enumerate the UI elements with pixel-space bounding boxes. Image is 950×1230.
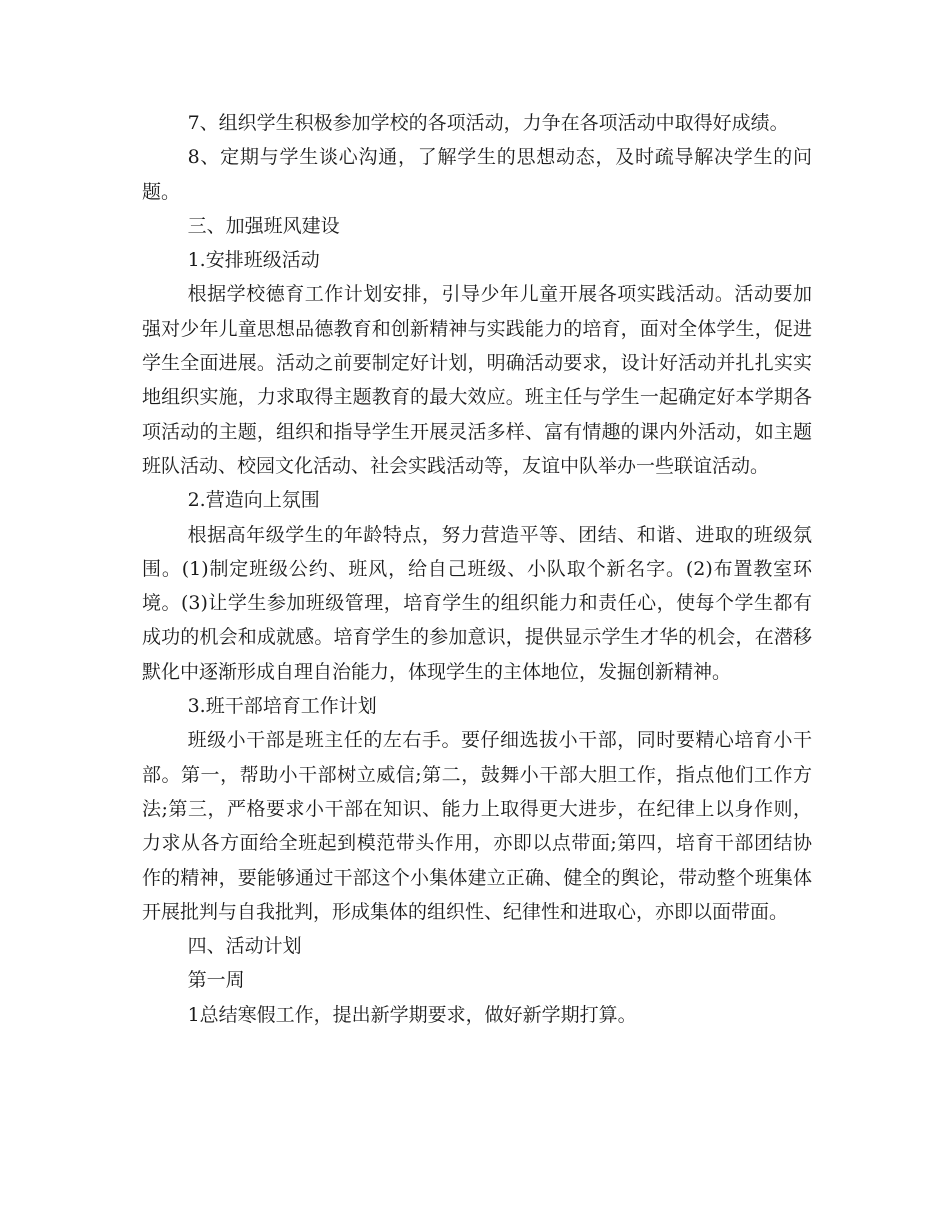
- paragraph-7: 7、组织学生积极参加学校的各项活动，力争在各项活动中取得好成绩。: [187, 112, 789, 134]
- section-heading-3: 三、加强班风建设: [187, 214, 340, 237]
- paragraph-week-1: 1总结寒假工作，提出新学期要求，做好新学期打算。: [187, 1003, 637, 1026]
- subheading-atmosphere: 2.营造向上氛围: [187, 489, 320, 512]
- document-page: [142, 106, 812, 1032]
- paragraph-8: 8、定期与学生谈心沟通，了解学生的思想动态，及时疏导解决学生的问题。: [142, 146, 812, 203]
- paragraph-atmosphere: 根据高年级学生的年龄特点，努力营造平等、团结、和谐、进取的班级氛围。(1)制定班级公约、班风，给自己班级、小队取个新名字。(2)布置教室环境。(3)让学生参加班级管理，培育学生的组织能力和责任心，使每个学生都有成功的机会和成就感。培育学生的参加意识，提供显示学生才华的机会，在潜移默化中逐渐形成自理自治能力，体现学生的主体地位，发掘创新精神。: [142, 523, 812, 683]
- week-heading: 第一周: [187, 969, 245, 992]
- subheading-cadre-training: 3.班干部培育工作计划: [187, 695, 377, 718]
- section-heading-4: 四、活动计划: [187, 935, 302, 958]
- paragraph-cadre-training: 班级小干部是班主任的左右手。要仔细选拔小干部，同时要精心培育小干部。第一，帮助小干部树立威信;第二，鼓舞小干部大胆工作，指点他们工作方法;第三，严格要求小干部在知识、能力上取得更大进步，在纪律上以身作则，力求从各方面给全班起到模范带头作用，亦即以点带面;第四，培育干部团结协作的精神，要能够通过干部这个小集体建立正确、健全的舆论，带动整个班集体开展批判与自我批判，形成集体的组织性、纪律性和进取心，亦即以面带面。: [142, 729, 812, 923]
- paragraph-class-activities: 根据学校德育工作计划安排，引导少年儿童开展各项实践活动。活动要加强对少年儿童思想品德教育和创新精神与实践能力的培育，面对全体学生，促进学生全面进展。活动之前要制定好计划，明确活动要求，设计好活动并扎扎实实地组织实施，力求取得主题教育的最大效应。班主任与学生一起确定好本学期各项活动的主题，组织和指导学生开展灵活多样、富有情趣的课内外活动，如主题班队活动、校园文化活动、社会实践活动等，友谊中队举办一些联谊活动。: [142, 283, 812, 477]
- subheading-class-activities: 1.安排班级活动: [187, 249, 320, 272]
